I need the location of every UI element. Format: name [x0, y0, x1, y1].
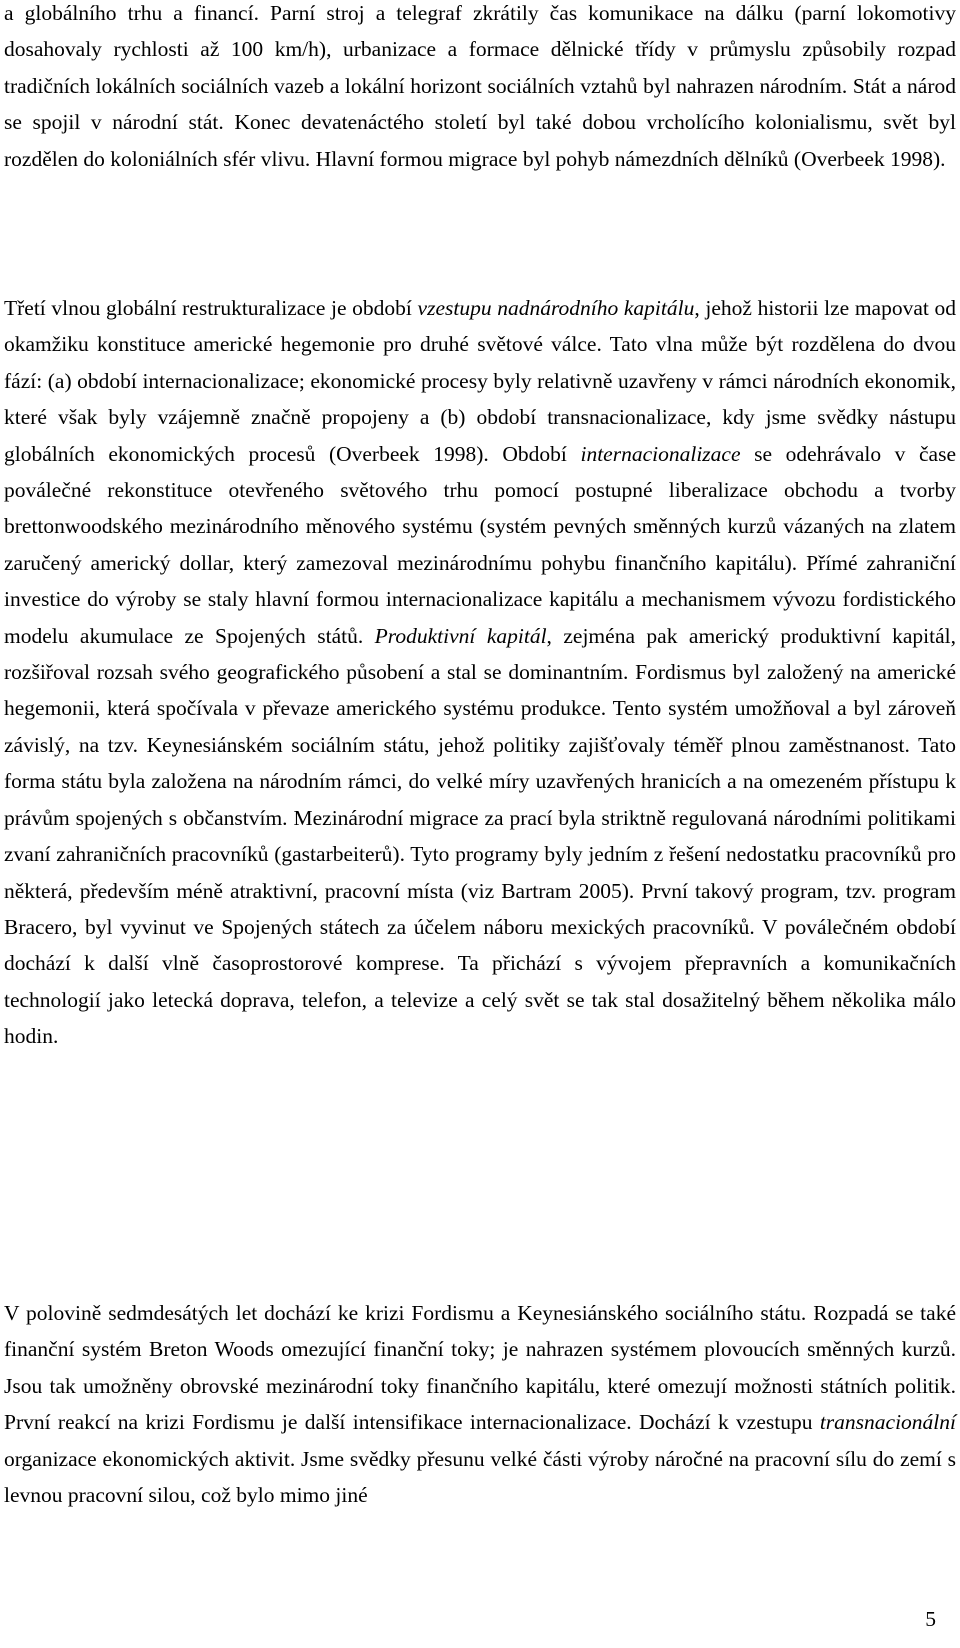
- paragraph-text: V polovině sedmdesátých let dochází ke krizi Fordismu a Keynesiánského sociálního státu. Rozpadá se také finanční systém Breton Woods omezující finanční toky; je nahrazen systémem plovoucích směnných kurzů. Jsou tak umožněny obrovské mezinárodní toky finančního kapitálu, které omezují možnosti státních politik. První reakcí na krizi Fordismu je další intensifikace internacionalizace. Dochází k vzestupu: [4, 1301, 956, 1435]
- paragraph-first-wave-end: [4, 0, 956, 177]
- italic-term: vzestupu nadnárodního kapitálu: [417, 296, 695, 320]
- paragraph-text: , zejména pak americký produktivní kapitál, rozšiřoval rozsah svého geografického působení a stal se dominantním. Fordismus byl založený na americké hegemonii, která spočívala v převaze amerického systému produkce. Tento systém umožňoval a byl zároveň závislý, na tzv. Keynesiánském sociálním státu, jehož politiky zajišťovaly téměř plnou zaměstnanost. Tato forma státu byla založena na národním rámci, do velké míry uzavřených hranicích a na omezeném přístupu k právům spojených s občanstvím. Mezinárodní migrace za prací byla striktně regulovaná národními politikami zvaní zahraničních pracovníků (gastarbeiterů). Tyto programy byly jedním z řešení nedostatku pracovníků pro některá, především méně atraktivní, pracovní místa (viz Bartram 2005). První takový program, tzv. program Bracero, byl vyvinut ve Spojených státech za účelem náboru mexických pracovníků. V poválečném období dochází k další vlně časoprostorové komprese. Ta přichází s vývojem přepravních a komunikačních technologií jako letecká doprava, telefon, a televize a celý svět se tak stal dosažitelný během několika málo hodin.: [4, 623, 957, 1049]
- italic-term: internacionalizace: [580, 441, 741, 466]
- italic-term: Produktivní kapitál: [374, 623, 547, 648]
- italic-term: transnacionální: [819, 1410, 956, 1435]
- paragraph-text: , jehož historii lze mapovat od okamžiku konstituce americké hegemonie pro druhé světové válce. Tato vlna může být rozdělena do dvou fází: (a) období internacionalizace; ekonomické procesy byly relativně uzavřeny v rámci národních ekonomik, které však byly vzájemně značně propojeny a (b) období transnacionalizace, kdy jsme svědky nástupu globálních ekonomických procesů (Overbeek 1998). Období: [4, 296, 956, 466]
- paragraph-third-wave: [4, 290, 956, 1055]
- paragraph-fordism-crisis: [4, 1295, 956, 1513]
- page-number: 5: [925, 1607, 936, 1631]
- paragraph-text: a globálního trhu a financí. Parní stroj a telegraf zkrátily čas komunikace na dálku (parní lokomotivy dosahovaly rychlosti až 100 km/h), urbanizace a formace dělnické třídy v průmyslu způsobily rozpad tradičních lokálních sociálních vazeb a lokální horizont sociálních vztahů byl nahrazen národním. Stát a národ se spojil v národní stát. Konec devatenáctého století byl také dobou vrcholícího kolonialismu, svět byl rozdělen do koloniálních sfér vlivu. Hlavní formou migrace byl pohyb námezdních dělníků (Overbeek 1998).: [4, 1, 956, 171]
- paragraph-text: se odehrávalo v čase poválečné rekonstituce otevřeného světového trhu pomocí postupné liberalizace obchodu a tvorby brettonwoodského mezinárodního měnového systému (systém pevných směnných kurzů vázaných na zlatem zaručený americký dollar, který zamezoval mezinárodnímu pohybu finančního kapitálu). Přímé zahraniční investice do výroby se staly hlavní formou internacionalizace kapitálu a mechanismem vývozu fordistického modelu akumulace ze Spojených států.: [4, 441, 957, 648]
- paragraph-text: Třetí vlnou globální restrukturalizace je období: [4, 296, 418, 320]
- paragraph-text: organizace ekonomických aktivit. Jsme svědky přesunu velké části výroby náročné na pracovní sílu do zemí s levnou pracovní silou, což bylo mimo jiné: [4, 1446, 956, 1508]
